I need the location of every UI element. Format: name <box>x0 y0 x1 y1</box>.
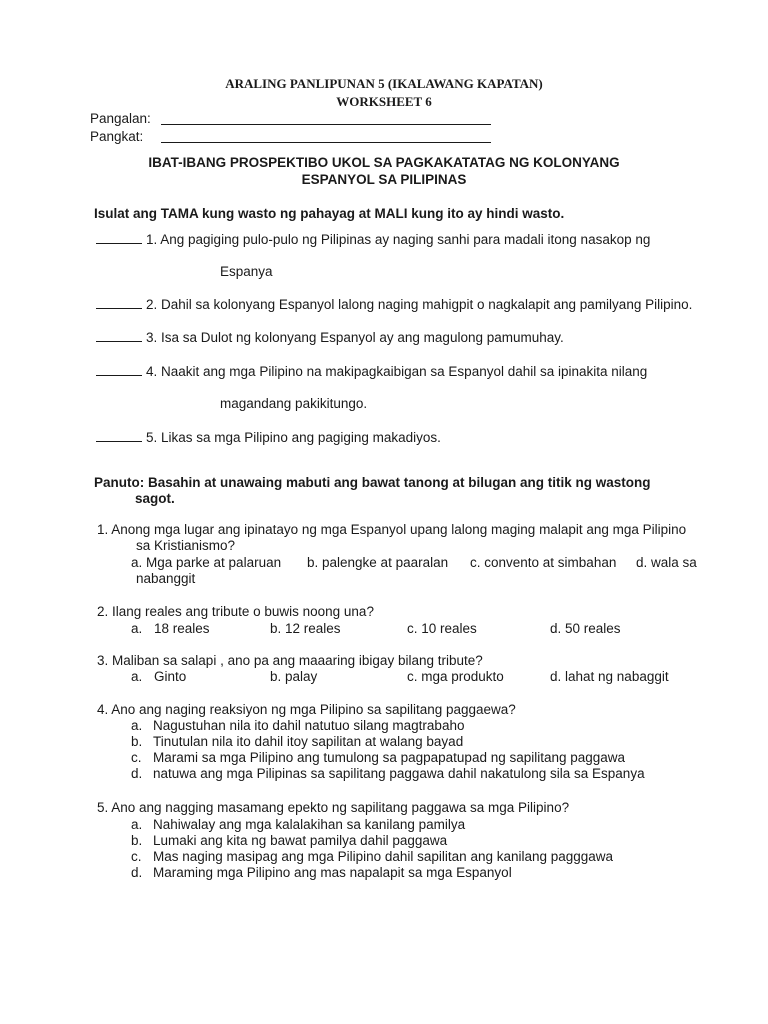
q1-question-line-1: 1. Anong mga lugar ang ipinatayo ng mga Espanyol upang lalong maging malapit ang mga Pilipino <box>97 522 687 537</box>
answer-blank-2[interactable] <box>96 296 142 309</box>
tf-item-3: 3. Isa sa Dulot ng kolonyang Espanyol ay ang magulong pamumuhay. <box>96 329 564 345</box>
q1-option-d-continued: nabanggit <box>136 571 196 586</box>
q4-option-c[interactable]: c. Marami sa mga Pilipino ang tumulong sa pagpapatupad ng sapilitang paggawa <box>131 750 626 765</box>
q5-option-c[interactable]: c. Mas naging masipag ang mga Pilipino dahil sapilitan ang kanilang pagggawa <box>131 849 614 864</box>
group-field[interactable] <box>90 129 143 144</box>
answer-blank-5[interactable] <box>96 429 142 442</box>
q3-question: 3. Maliban sa salapi , ano pa ang maaaring ibigay bilang tribute? <box>97 653 483 668</box>
answer-blank-3[interactable] <box>96 329 142 342</box>
tf-item-4: 4. Naakit ang mga Pilipino na makipagkaibigan sa Espanyol dahil sa ipinakita nilang <box>96 363 647 379</box>
q1-option-a[interactable]: a. Mga parke at palaruan <box>131 555 282 570</box>
title-line-1: IBAT-IBANG PROSPEKTIBO UKOL SA PAGKAKATATAG NG KOLONYANG <box>148 155 620 170</box>
q2-option-a-letter: a. <box>131 621 143 636</box>
q4-question: 4. Ano ang naging reaksiyon ng mga Pilipino sa sapilitang paggaewa? <box>97 702 516 717</box>
q2-option-c[interactable]: c. 10 reales <box>407 621 477 636</box>
tf-item-1-continued: Espanya <box>220 264 273 279</box>
group-line <box>161 129 491 143</box>
q4-option-a[interactable]: a. Nagustuhan nila ito dahil natutuo silang magtrabaho <box>131 718 465 733</box>
answer-blank-1[interactable] <box>96 231 142 244</box>
q5-option-b[interactable]: b. Lumaki ang kita ng bawat pamilya dahil paggawa <box>131 833 448 848</box>
q3-option-a[interactable]: Ginto <box>154 669 187 684</box>
title-line-2: ESPANYOL SA PILIPINAS <box>301 172 467 187</box>
q3-option-d[interactable]: d. lahat ng nabaggit <box>550 669 669 684</box>
q2-option-d[interactable]: d. 50 reales <box>550 621 621 636</box>
q1-option-b[interactable]: b. palengke at paaralan <box>307 555 449 570</box>
part2-instruction-line-2: sagot. <box>135 491 175 506</box>
q2-option-a[interactable]: 18 reales <box>154 621 210 636</box>
group-label: Pangkat: <box>90 129 144 144</box>
q4-option-d[interactable]: d. natuwa ang mga Pilipinas sa sapilitang paggawa dahil nakatulong sila sa Espanya <box>131 766 645 781</box>
tf-item-5: 5. Likas sa mga Pilipino ang pagiging makadiyos. <box>96 429 441 445</box>
q3-option-c[interactable]: c. mga produkto <box>407 669 504 684</box>
q2-question: 2. Ilang reales ang tribute o buwis noong una? <box>97 604 374 619</box>
tf-item-4-continued: magandang pakikitungo. <box>220 396 368 411</box>
subject-heading: ARALING PANLIPUNAN 5 (IKALAWANG KAPATAN) <box>225 76 543 91</box>
tf-item-2: 2. Dahil sa kolonyang Espanyol lalong naging mahigpit o nagkalapit ang pamilyang Pilipino. <box>96 296 692 312</box>
q5-question: 5. Ano ang nagging masamang epekto ng sapilitang paggawa sa mga Pilipino? <box>97 800 570 815</box>
name-field[interactable] <box>90 111 151 126</box>
part2-instruction-line-1: Panuto: Basahin at unawaing mabuti ang bawat tanong at bilugan ang titik ng wastong <box>94 475 651 490</box>
tf-item-1: 1. Ang pagiging pulo-pulo ng Pilipinas ay naging sanhi para madali itong nasakop ng <box>96 231 650 247</box>
q4-option-b[interactable]: b. Tinutulan nila ito dahil itoy sapilitan at walang bayad <box>131 734 464 749</box>
name-label: Pangalan: <box>90 111 151 126</box>
q1-option-d[interactable]: d. wala sa <box>636 555 697 570</box>
answer-blank-4[interactable] <box>96 363 142 376</box>
q5-option-a[interactable]: a. Nahiwalay ang mga kalalakihan sa kanilang pamilya <box>131 817 466 832</box>
q1-question-line-2: sa Kristianismo? <box>136 538 236 553</box>
part1-instruction: Isulat ang TAMA kung wasto ng pahayag at MALI kung ito ay hindi wasto. <box>94 206 565 221</box>
q3-option-a-letter: a. <box>131 669 143 684</box>
q1-option-c[interactable]: c. convento at simbahan <box>470 555 617 570</box>
q2-option-b[interactable]: b. 12 reales <box>270 621 341 636</box>
q5-option-d[interactable]: d. Maraming mga Pilipino ang mas napalapit sa mga Espanyol <box>131 865 512 880</box>
q3-option-b[interactable]: b. palay <box>270 669 318 684</box>
name-line <box>161 111 491 125</box>
worksheet-heading: WORKSHEET 6 <box>336 94 432 109</box>
